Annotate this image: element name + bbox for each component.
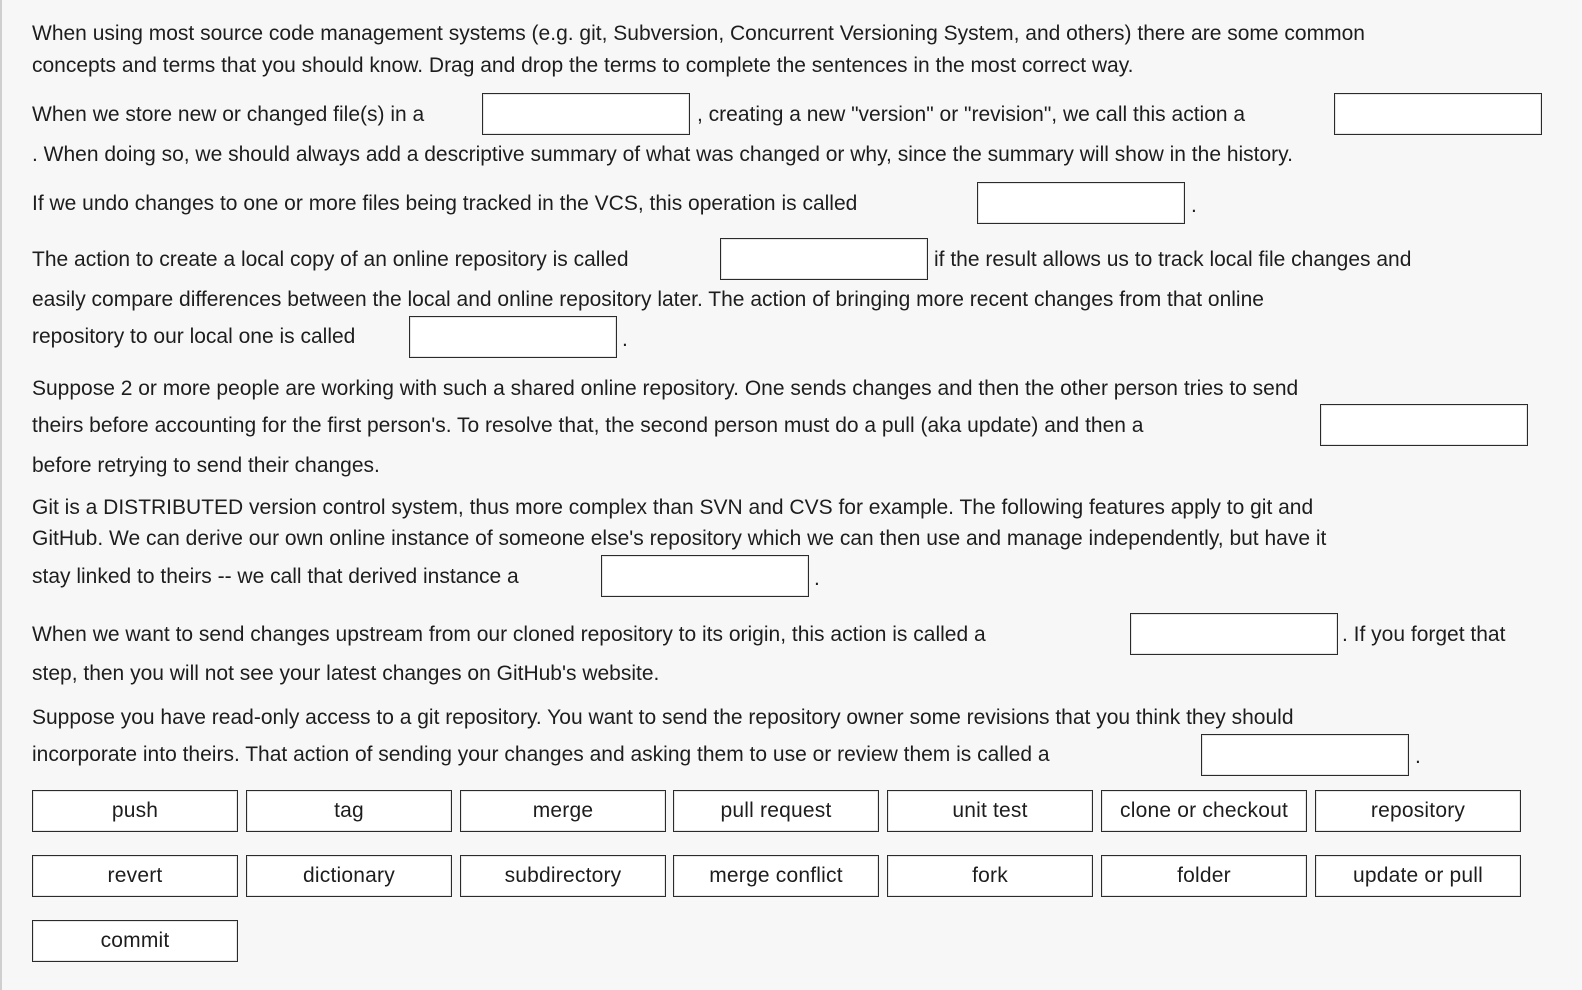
q2-period: . xyxy=(1191,194,1197,217)
drop-zone-6[interactable] xyxy=(1320,404,1528,446)
term-fork[interactable]: fork xyxy=(887,855,1093,897)
term-push[interactable]: push xyxy=(32,790,238,832)
q3-text-3: easily compare differences between the local and online repository later. The action of bringing more recent changes from that online xyxy=(32,288,1264,311)
q7-period: . xyxy=(1415,745,1421,768)
term-subdirectory[interactable]: subdirectory xyxy=(460,855,666,897)
term-merge-conflict[interactable]: merge conflict xyxy=(673,855,879,897)
q6-text-2: . If you forget that xyxy=(1342,623,1506,646)
q4-line-2: theirs before accounting for the first person's. To resolve that, the second person must do a pull (aka update) and then a xyxy=(32,414,1144,437)
q3-text-2: if the result allows us to track local file changes and xyxy=(934,248,1412,271)
term-update-or-pull[interactable]: update or pull xyxy=(1315,855,1521,897)
drop-zone-8[interactable] xyxy=(1130,613,1338,655)
q3-text-4: repository to our local one is called xyxy=(32,325,356,348)
term-pull-request[interactable]: pull request xyxy=(673,790,879,832)
drop-zone-4[interactable] xyxy=(720,238,928,280)
term-commit[interactable]: commit xyxy=(32,920,238,962)
term-folder[interactable]: folder xyxy=(1101,855,1307,897)
q5-line-2: GitHub. We can derive our own online instance of someone else's repository which we can then use and manage independently, but have it xyxy=(32,527,1327,550)
q5-period: . xyxy=(814,567,820,590)
q3-period: . xyxy=(622,328,628,351)
q3-text-1: The action to create a local copy of an online repository is called xyxy=(32,248,629,271)
drop-zone-2[interactable] xyxy=(1334,93,1542,135)
term-unit-test[interactable]: unit test xyxy=(887,790,1093,832)
drop-zone-5[interactable] xyxy=(409,316,617,358)
q7-line-1: Suppose you have read-only access to a git repository. You want to send the repository owner some revisions that you think they should xyxy=(32,706,1294,729)
q1-text-2: , creating a new "version" or "revision", we call this action a xyxy=(697,103,1246,126)
term-repository[interactable]: repository xyxy=(1315,790,1521,832)
intro-line-2: concepts and terms that you should know. Drag and drop the terms to complete the sentences in the most correct way. xyxy=(32,54,1134,77)
q5-line-1: Git is a DISTRIBUTED version control system, thus more complex than SVN and CVS for example. The following features apply to git and xyxy=(32,496,1314,519)
drop-zone-7[interactable] xyxy=(601,555,809,597)
term-merge[interactable]: merge xyxy=(460,790,666,832)
q6-line-2: step, then you will not see your latest changes on GitHub's website. xyxy=(32,662,660,685)
term-dictionary[interactable]: dictionary xyxy=(246,855,452,897)
term-tag[interactable]: tag xyxy=(246,790,452,832)
term-clone-or-checkout[interactable]: clone or checkout xyxy=(1101,790,1307,832)
q6-text-1: When we want to send changes upstream from our cloned repository to its origin, this action is called a xyxy=(32,623,986,646)
q1-text-3: . When doing so, we should always add a descriptive summary of what was changed or why, since the summary will show in the history. xyxy=(32,143,1293,166)
left-border xyxy=(0,0,2,990)
q7-line-2: incorporate into theirs. That action of sending your changes and asking them to use or review them is called a xyxy=(32,743,1050,766)
q5-line-3: stay linked to theirs -- we call that derived instance a xyxy=(32,565,519,588)
term-revert[interactable]: revert xyxy=(32,855,238,897)
q4-line-3: before retrying to send their changes. xyxy=(32,454,380,477)
drop-zone-1[interactable] xyxy=(482,93,690,135)
drop-zone-3[interactable] xyxy=(977,182,1185,224)
q4-line-1: Suppose 2 or more people are working with such a shared online repository. One sends changes and then the other person tries to send xyxy=(32,377,1299,400)
q1-text-1: When we store new or changed file(s) in a xyxy=(32,103,425,126)
drop-zone-9[interactable] xyxy=(1201,734,1409,776)
intro-line-1: When using most source code management systems (e.g. git, Subversion, Concurrent Versioning System, and others) there are some common xyxy=(32,22,1365,45)
q2-text-1: If we undo changes to one or more files being tracked in the VCS, this operation is called xyxy=(32,192,858,215)
